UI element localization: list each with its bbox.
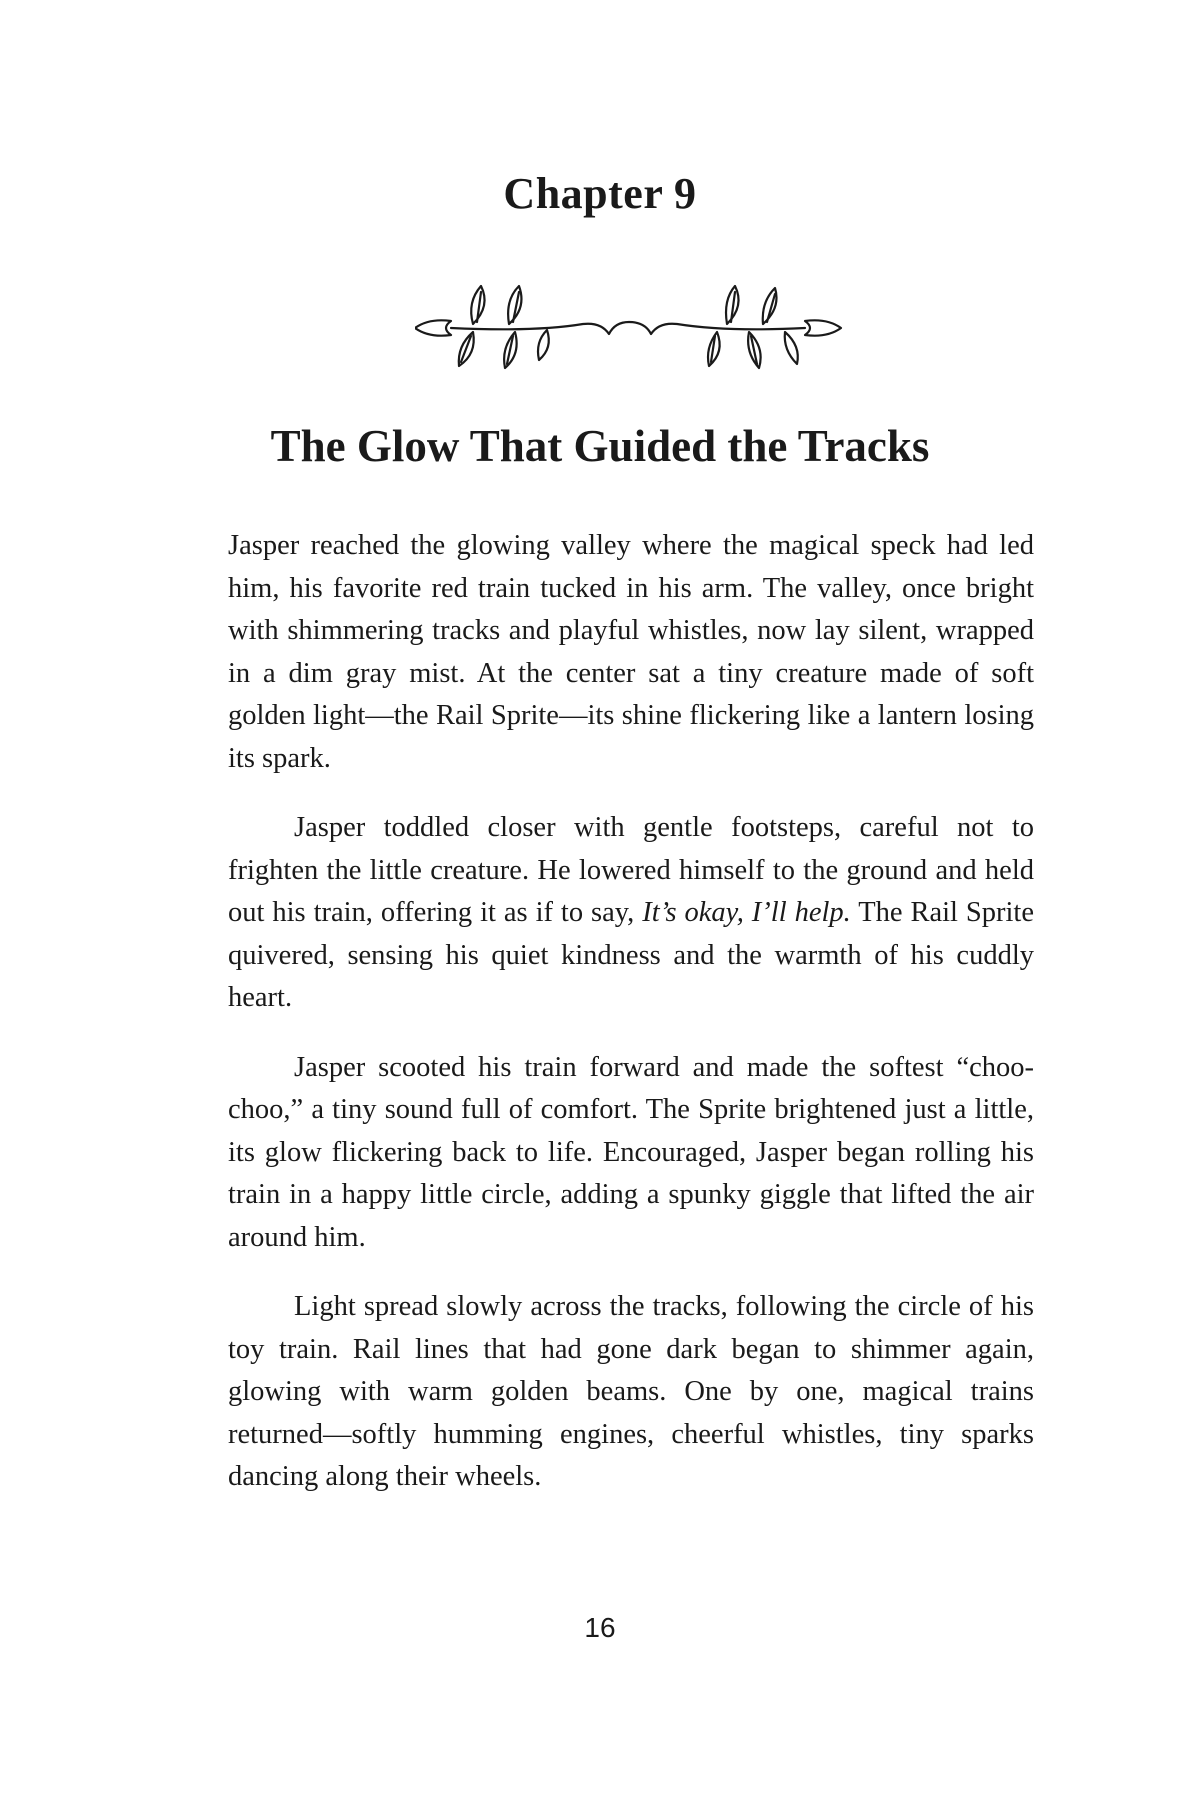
page-number: 16 — [584, 1612, 616, 1643]
paragraph: Light spread slowly across the tracks, following the circle of his toy train. Rail lines that had gone dark began to shimmer again, glowing with warm golden beams. One by one, magical trains returned—softly humming engines, cheerful whistles, tiny sparks dancing along their wheels. — [228, 1291, 1034, 1492]
leaf-vine-divider-icon — [415, 278, 855, 378]
emphasized-thought: It’s okay, I’ll help. — [642, 897, 851, 928]
paragraph-text: The Rail Sprite quivered, sensing his quiet kindness and the warmth of his cuddly heart. — [228, 897, 1034, 1013]
paragraph: Jasper reached the glowing valley where the magical speck had led him, his favorite red train tucked in his arm. The valley, once bright with shimmering tracks and playful whistles, now lay silent, wrapped in a dim gray mist. At the center sat a tiny creature made of soft golden light—the Rail Sprite—its shine flickering like a lantern losing its spark. — [228, 530, 1034, 774]
paragraph: Jasper scooted his train forward and made the softest “choo-choo,” a tiny sound full of comfort. The Sprite brightened just a little, its glow flickering back to life. Encouraged, Jasper began rolling his train in a happy little circle, adding a spunky giggle that lifted the air around him. — [228, 1051, 1034, 1253]
chapter-body — [228, 525, 1034, 1526]
chapter-title: The Glow That Guided the Tracks — [270, 421, 930, 471]
paragraph-text: Jasper toddled closer with gentle footsteps, careful not to frighten the little creature. He lowered himself to the ground and held out his train, offering it as if to say, — [228, 812, 1034, 928]
paragraph — [228, 807, 1034, 1020]
chapter-number: Chapter 9 — [503, 169, 697, 218]
